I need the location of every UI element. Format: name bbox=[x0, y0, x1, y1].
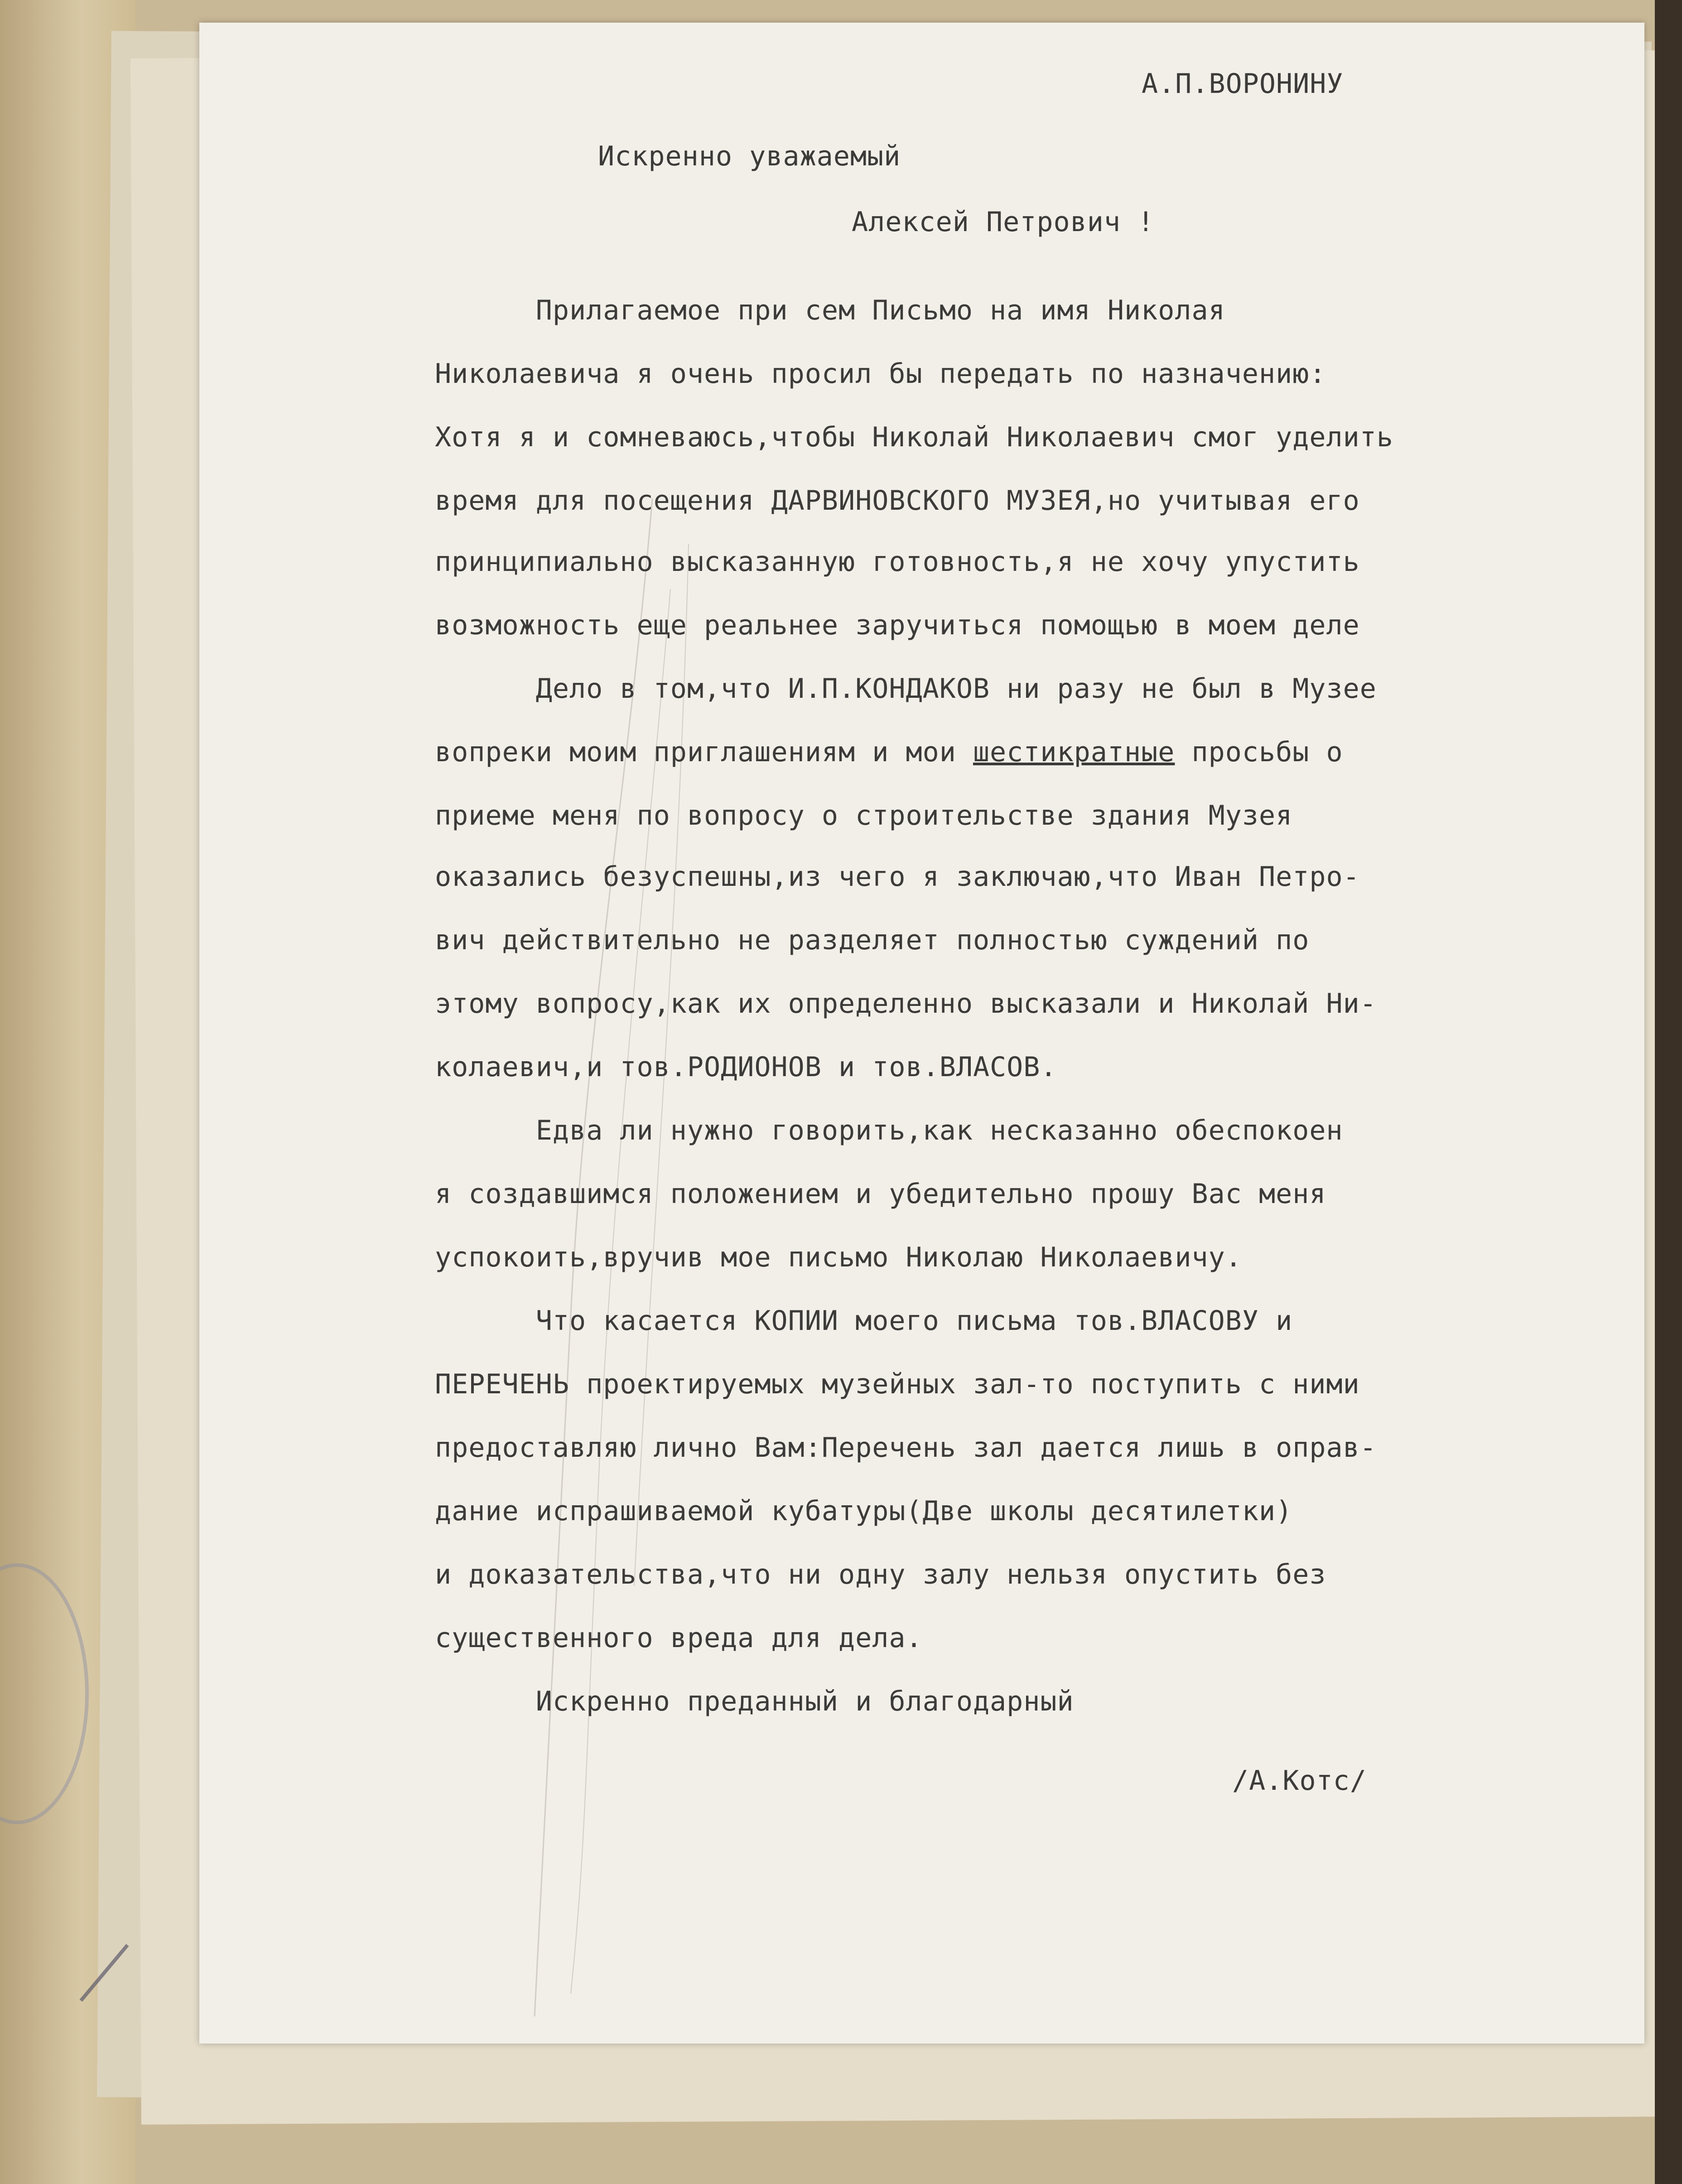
letter-page bbox=[199, 23, 1644, 2044]
body-line: дание испрашиваемой кубатуры(Две школы десятилетки) bbox=[435, 1495, 1293, 1527]
body-text: просьбы о bbox=[1175, 736, 1343, 768]
body-line: успокоить,вручив мое письмо Николаю Николаевичу. bbox=[435, 1242, 1242, 1273]
closing-line: Искренно преданный и благодарный bbox=[435, 1686, 1074, 1717]
body-line: приеме меня по вопросу о строительстве здания Музея bbox=[435, 800, 1293, 831]
signature: /А.Котс/ bbox=[1232, 1765, 1367, 1797]
body-line: существенного вреда для дела. bbox=[435, 1622, 923, 1654]
dark-right-margin bbox=[1655, 0, 1682, 2184]
body-line: время для посещения ДАРВИНОВСКОГО МУЗЕЯ,но учитывая его bbox=[435, 485, 1360, 517]
salutation-line: Искренно уважаемый bbox=[598, 140, 901, 172]
body-line-with-underline bbox=[435, 736, 1682, 768]
body-line: и доказательства,что ни одну залу нельзя опустить без bbox=[435, 1559, 1326, 1590]
body-line: вич действительно не разделяет полностью суждений по bbox=[435, 924, 1310, 956]
body-line: Что касается КОПИИ моего письма тов.ВЛАСОВУ и bbox=[435, 1305, 1293, 1337]
underlined-word: шестикратные bbox=[973, 736, 1175, 768]
body-line: я создавшимся положением и убедительно прошу Вас меня bbox=[435, 1178, 1326, 1210]
body-line: Прилагаемое при сем Письмо на имя Николая bbox=[435, 295, 1225, 326]
body-text: вопреки моим приглашениям и мои bbox=[435, 736, 973, 768]
body-line: возможность еще реальнее заручиться помощью в моем деле bbox=[435, 609, 1360, 641]
body-line: оказались безуспешны,из чего я заключаю,что Иван Петро- bbox=[435, 861, 1360, 893]
salutation-line: Алексей Петрович ! bbox=[852, 206, 1155, 238]
body-line: Николаевича я очень просил бы передать по назначению: bbox=[435, 358, 1326, 390]
body-line: предоставляю лично Вам:Перечень зал дается лишь в оправ- bbox=[435, 1432, 1377, 1464]
body-line: Едва ли нужно говорить,как несказанно обеспокоен bbox=[435, 1115, 1343, 1146]
addressee: А.П.ВОРОНИНУ bbox=[1142, 68, 1344, 100]
body-line: Хотя я и сомневаюсь,чтобы Николай Николаевич смог уделить bbox=[435, 421, 1394, 453]
body-line: колаевич,и тов.РОДИОНОВ и тов.ВЛАСОВ. bbox=[435, 1051, 1057, 1083]
body-line: принципиально высказанную готовность,я не хочу упустить bbox=[435, 546, 1360, 578]
body-line: этому вопросу,как их определенно высказали и Николай Ни- bbox=[435, 988, 1377, 1020]
body-line: Дело в том,что И.П.КОНДАКОВ ни разу не был в Музее bbox=[435, 673, 1377, 705]
body-line: ПЕРЕЧЕНЬ проектируемых музейных зал-то поступить с ними bbox=[435, 1368, 1360, 1400]
